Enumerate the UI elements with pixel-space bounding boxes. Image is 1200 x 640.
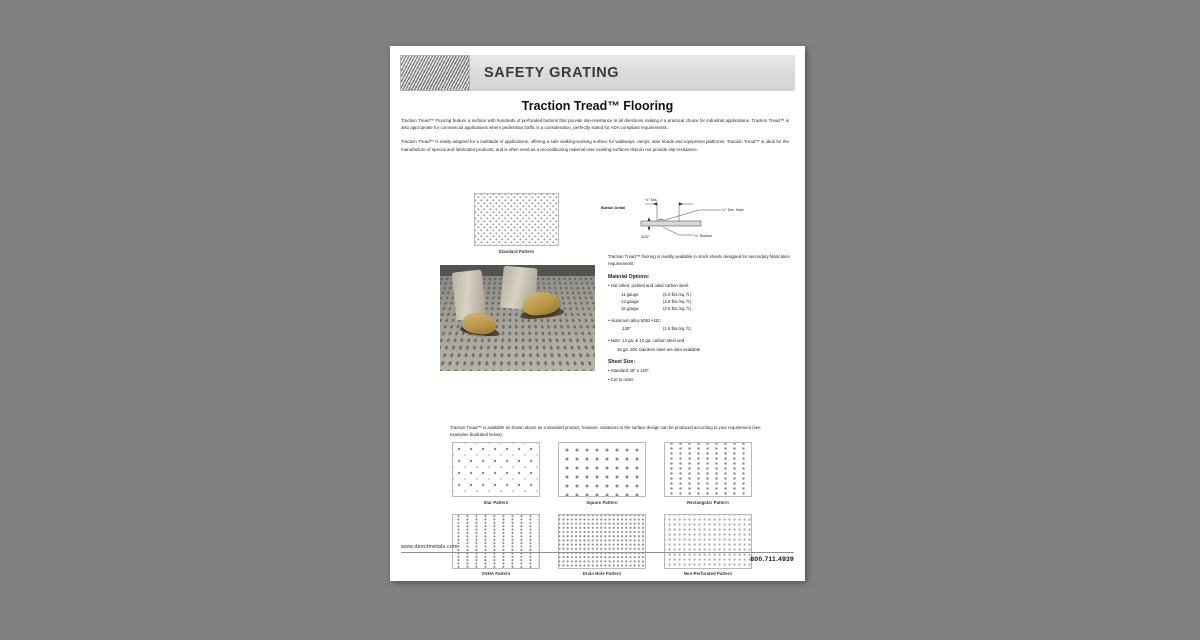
aluminum-weight: (1.6 lbs./sq. ft.) [663,326,692,332]
footer-phone-number[interactable]: 800.711.4939 [750,556,794,563]
sheet-size-heading: Sheet Size: [608,358,636,365]
gauge-label: 11 gauge [621,292,639,298]
gauge-weight: (2.5 lbs./sq. ft.) [663,305,692,311]
aluminum-bullet: • Aluminum alloy 5052-H32: [608,317,661,323]
document-header [400,55,795,91]
pattern-swatch [664,442,752,497]
footer-divider [401,552,794,553]
standard-pattern-swatch [474,193,559,246]
gauge-label: 16 gauge [621,305,639,311]
aluminum-spec: .125" [621,326,631,332]
standard-pattern-caption: Standard Pattern [498,248,535,254]
aluminum-gauge-row [608,326,798,333]
gauge-row [608,306,798,313]
pattern-caption: Non-Perforated Pattern [683,571,733,576]
specifications-section [608,254,798,385]
intro-paragraph-2: Traction Tread™ is easily adapted for a multitude of applications, offering a safe walking-working surface for walkways, ramps, stair treads and equipment platforms. Traction Tread™ is ideal for the manufacture of special and fabricated products, and is often used as a reconditioning material over existing surfaces that do not provide slip-resistance. [401,139,789,152]
sheet-size-item: • Cut to order [608,376,634,382]
gauge-row [608,292,798,299]
header-title: SAFETY GRATING [484,65,620,81]
gauge-label: 13 gauge [621,298,639,304]
page-title: Traction Tread™ Flooring [521,99,674,113]
button-detail-dim-thickness: 3/32" [641,234,650,239]
material-note-line-1: • Note: 14 ga. & 12 ga. carbon steel and [608,338,685,344]
pattern-caption: Square Pattern [586,499,618,505]
button-detail-drawing [601,196,797,246]
sheet-size-item: • Standard 36" x 120" [608,368,649,373]
pattern-cell [664,442,752,505]
pattern-swatch [558,442,646,497]
button-detail-label: Button Detail [601,205,626,210]
intro-section [401,117,789,160]
pattern-caption: Rectangular Pattern [687,499,729,505]
button-detail-dim-top: ¾" Dia. [645,197,658,202]
pattern-caption: Drain Hole Pattern [582,571,622,576]
standard-pattern-figure [474,193,559,254]
product-photo [440,265,595,371]
gauge-weight: (5.0 lbs./sq. ft.) [663,292,692,298]
material-options-heading: Material Options: [608,273,650,280]
specs-lead-text: Traction Tread™ flooring is readily available in stock sheets designed for secondary fabrication requirements: [608,254,790,266]
pattern-cell [558,442,646,505]
pattern-caption: Star Pattern [483,499,509,505]
intro-paragraph-1: Traction Tread™ Flooring feature a surface with hundreds of perforated buttons that provide slip-resistance in all directions making it a practical choice for industrial applications. Traction Tread™ is also appropriate for commercial applications where pedestrian traffic is a consideration, perfectly suited for ADA compliant requirements. [401,118,789,131]
gauge-weight: (3.8 lbs./sq. ft.) [663,298,692,304]
button-detail-dim-hole: ¼" Dia. Hole [722,207,744,212]
document-page [390,46,805,581]
footer-website-url[interactable]: www.directmetals.com [401,544,458,550]
document-footer [401,544,794,563]
pattern-swatch [452,442,540,497]
grating-texture-icon [400,55,470,91]
variations-note: Traction Tread™ is available as shown above as a standard product, however, variations to the surface design can be produced according to your requirement (see examples illustrated below). [450,425,761,437]
button-detail-diagram [601,196,797,246]
pattern-caption: OSHA Pattern [481,571,511,576]
button-detail-dim-radius: ⅛" Radius [694,233,712,238]
carbon-steel-bullet: • Hot rolled, pickled and oiled carbon steel: [608,283,690,289]
gauge-row [608,299,798,306]
pattern-cell [452,442,540,505]
material-note-line-2: 16 ga. 304 stainless steel are also available [617,346,701,352]
